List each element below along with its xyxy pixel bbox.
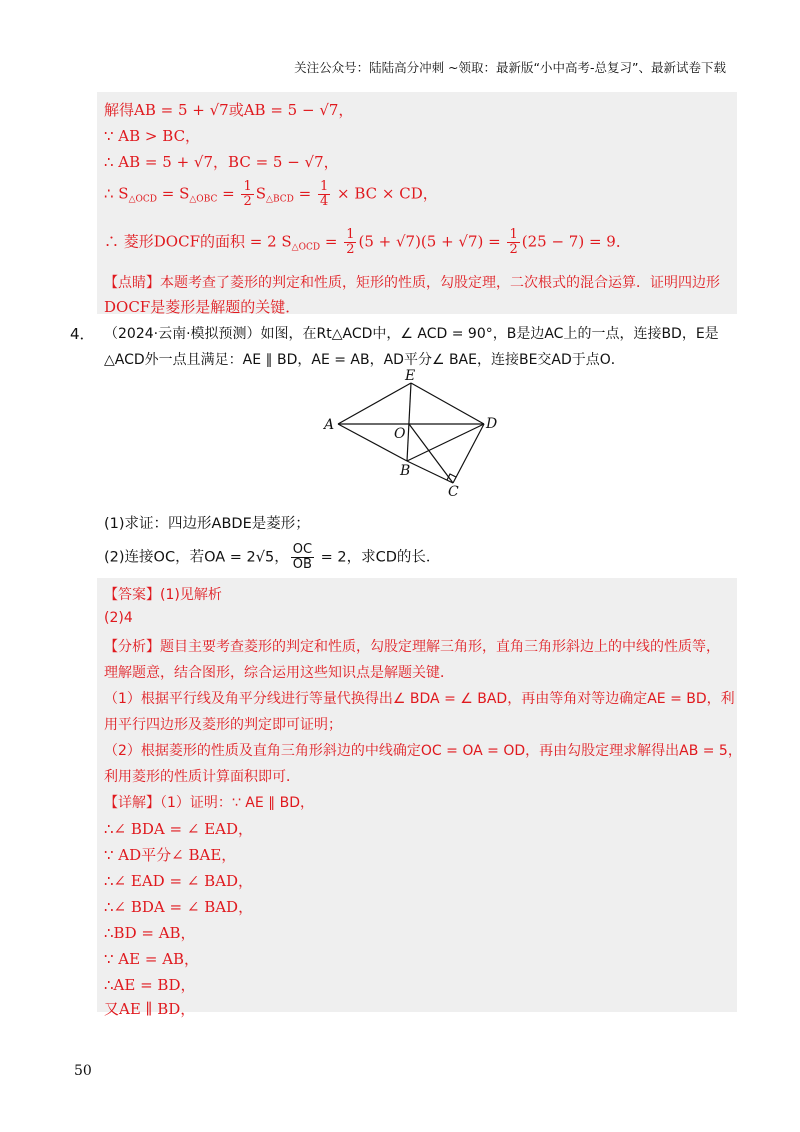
question-line-1: （2024·云南·模拟预测）如图，在Rt△ACD中，∠ ACD = 90°，B是边AC上的一点，连接BD，E是 [104, 326, 719, 342]
detail-head: 【详解】（1）证明：∵ AE ∥ BD， [104, 795, 314, 811]
detail-step-1: ∴∠ BDA = ∠ EAD， [104, 820, 254, 838]
detail-step-4: ∴∠ BDA = ∠ BAD， [104, 898, 254, 916]
answer-line-2: (2)4 [104, 610, 133, 626]
label-b: B [400, 463, 411, 479]
segment-bc [407, 461, 453, 483]
analysis-line-4: 用平行四边形及菱形的判定即可证明； [104, 717, 342, 733]
analysis-line-1: 【分析】题目主要考查菱形的判定和性质，勾股定理解三角形，直角三角形斜边上的中线的性质等， [104, 639, 720, 655]
part-2: (2)连接OC，若OA = 2√5， $\frac{OC}{OB}$ = 2，求CD的长． [104, 542, 441, 572]
question-number: 4． [70, 325, 95, 343]
segment-eb [407, 383, 411, 461]
detail-step-2: ∵ AD平分∠ BAE， [104, 846, 237, 864]
analysis-line-5: （2）根据菱形的性质及直角三角形斜边的中线确定OC = OA = OD，再由勾股定理求解得出AB = 5， [104, 743, 742, 759]
comment-line-2: DOCF是菱形是解题的关键． [104, 298, 301, 316]
solution-line-3: ∴ AB = 5 + √7，BC = 5 − √7， [104, 153, 339, 171]
segment-oc [409, 424, 453, 483]
solution-line-2: ∵ AB > BC， [104, 127, 201, 145]
detail-step-6: ∵ AE = AB， [104, 950, 200, 968]
answer-line-1: 【答案】(1)见解析 [104, 587, 222, 603]
segment-ed [411, 383, 484, 424]
segment-ae [338, 383, 411, 424]
segment-bd [407, 424, 484, 461]
page-number: 50 [74, 1063, 92, 1079]
label-e: E [405, 368, 416, 384]
detail-step-3: ∴∠ EAD = ∠ BAD， [104, 872, 254, 890]
question-line-2: △ACD外一点且满足：AE ∥ BD，AE = AB，AD平分∠ BAE，连接BE交AD于点O． [104, 352, 625, 368]
detail-step-8: 又AE ∥ BD， [104, 1000, 196, 1018]
analysis-line-3: （1）根据平行线及角平分线进行等量代换得出∠ BDA = ∠ BAD，再由等角对等边确定AE = BD，利 [104, 691, 735, 707]
solution-line-1: 解得AB = 5 + √7或AB = 5 − √7， [104, 101, 354, 119]
label-a: A [324, 417, 335, 433]
analysis-line-2: 理解题意，结合图形，综合运用这些知识点是解题关键． [104, 665, 454, 681]
detail-step-5: ∴BD = AB， [104, 924, 196, 942]
label-d: D [486, 416, 498, 432]
comment-line-1: 【点睛】本题考查了菱形的判定和性质，矩形的性质，勾股定理，二次根式的混合运算．证明四边形 [104, 275, 720, 291]
solution-line-4: ∴ $S_{\triangle OCD} = S_{\triangle OBC}$ = $\frac{1}{2}$ $S_{\triangle BCD}$ = $\frac{1}{4}$ × BC × CD， [104, 179, 438, 209]
label-c: C [448, 484, 459, 500]
solution-line-5: ∴ 菱形DOCF的面积 = 2 $S_{\triangle OCD}$ = $\frac{1}{2}$ (5 + √7)(5 + √7) = $\frac{1}{2}$ (25 − 7) = 9． [104, 227, 631, 257]
label-o: O [394, 426, 406, 442]
analysis-line-6: 利用菱形的性质计算面积即可． [104, 769, 300, 785]
geometry-diagram [320, 368, 510, 500]
detail-step-7: ∴AE = BD， [104, 976, 196, 994]
segment-dc [453, 424, 484, 483]
page-header: 关注公众号：陆陆高分冲刺 ~领取：最新版“小中高考-总复习”、最新试卷下载 [294, 60, 726, 75]
part-1: (1)求证：四边形ABDE是菱形； [104, 516, 310, 532]
